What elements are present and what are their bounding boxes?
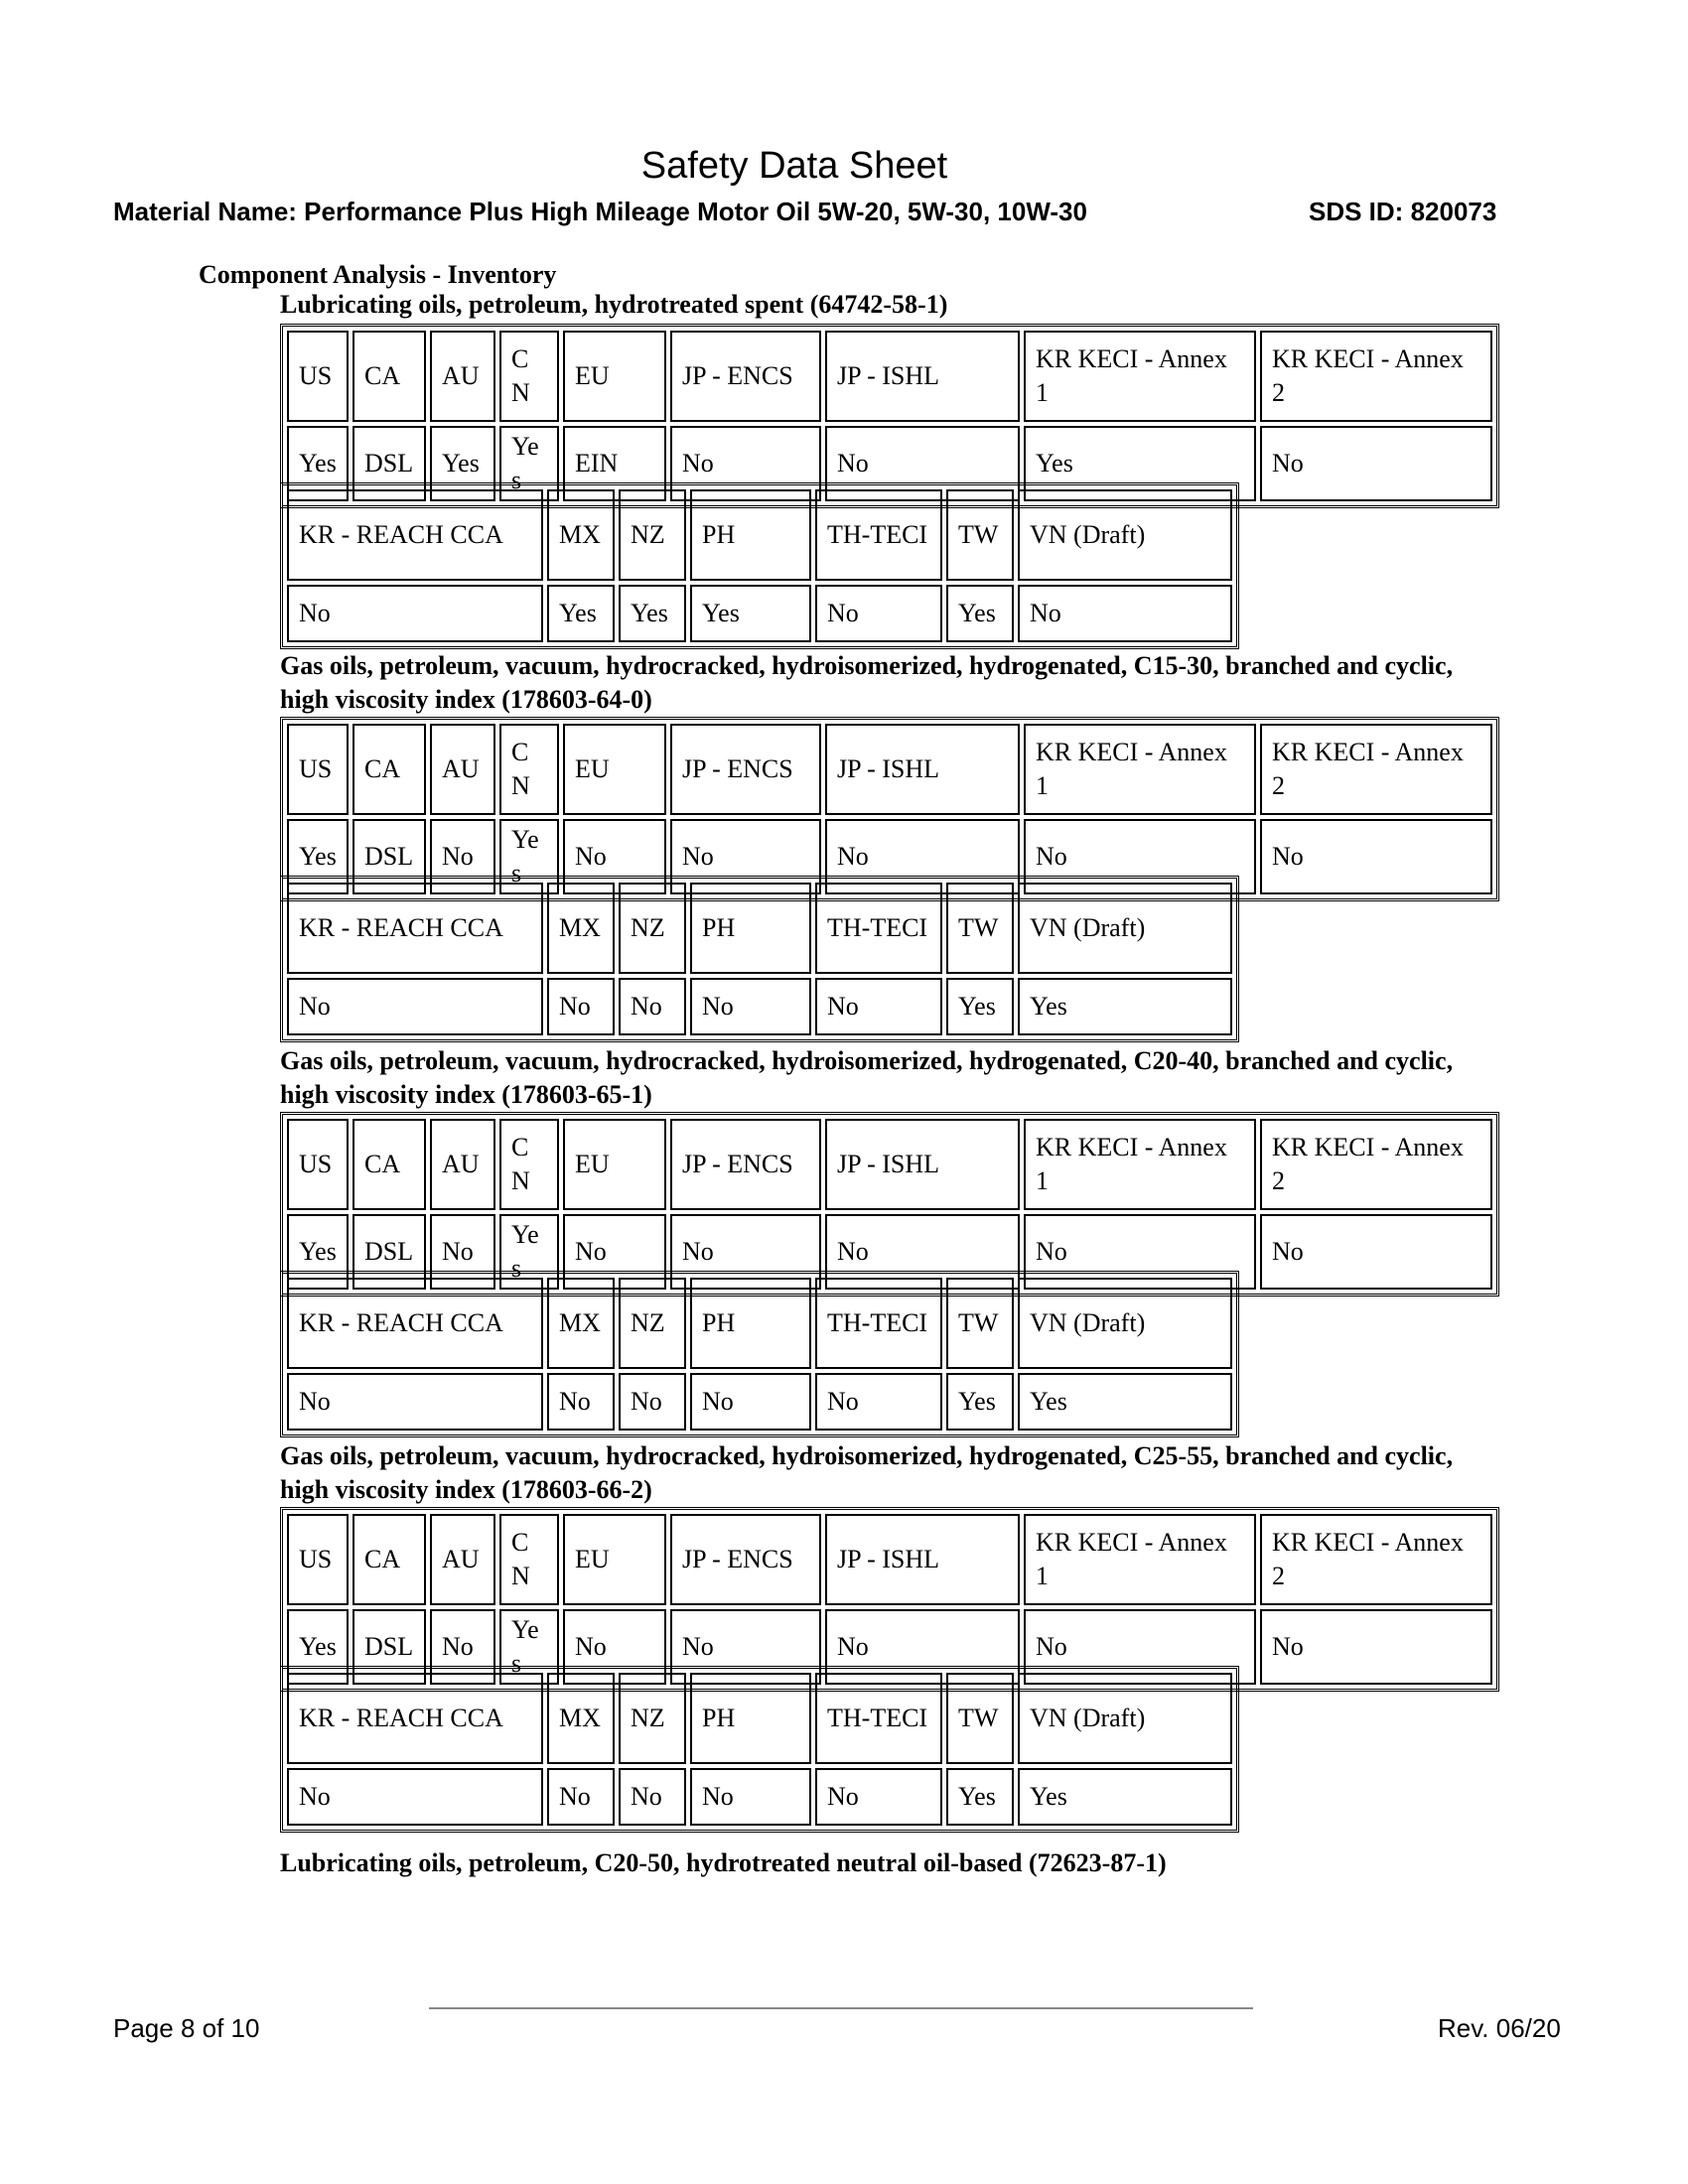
inventory-status: No <box>815 978 942 1035</box>
jurisdiction-header: KR KECI - Annex 2 <box>1260 331 1492 422</box>
table-header-row <box>287 331 1492 422</box>
jurisdiction-header: TW <box>946 1278 1014 1369</box>
jurisdiction-header: JP - ISHL <box>825 331 1020 422</box>
inventory-status: No <box>825 426 1020 501</box>
table-header-row <box>287 1673 1232 1764</box>
inventory-status: No <box>1260 819 1492 894</box>
jurisdiction-header: JP - ISHL <box>825 1119 1020 1210</box>
jurisdiction-header: CN <box>499 331 559 422</box>
jurisdiction-header: JP - ISHL <box>825 1514 1020 1605</box>
inventory-primary-table <box>280 1507 1499 1692</box>
jurisdiction-header: KR KECI - Annex 1 <box>1024 1514 1256 1605</box>
jurisdiction-header: US <box>287 331 349 422</box>
inventory-primary-table <box>280 1112 1499 1297</box>
jurisdiction-header: MX <box>547 883 615 974</box>
inventory-status: Yes <box>946 1373 1014 1431</box>
component-name: Gas oils, petroleum, vacuum, hydrocracked, hydroisomerized, hydrogenated, C15-30, branched and cyclic, high viscosity index (178603-64-0) <box>280 651 1454 714</box>
footer-divider <box>429 2007 1253 2009</box>
jurisdiction-header: CN <box>499 1514 559 1605</box>
jurisdiction-header: EU <box>563 724 666 815</box>
jurisdiction-header: KR - REACH CCA <box>287 489 543 581</box>
document-title: Safety Data Sheet <box>640 145 948 187</box>
inventory-status: No <box>430 1214 495 1290</box>
inventory-status: Yes <box>499 1609 559 1685</box>
inventory-status: Yes <box>619 585 686 642</box>
inventory-status: Yes <box>547 585 615 642</box>
jurisdiction-header: JP - ISHL <box>825 724 1020 815</box>
component-name: Gas oils, petroleum, vacuum, hydrocracked, hydroisomerized, hydrogenated, C20-40, branched and cyclic, high viscosity index (178603-65-1) <box>280 1046 1454 1109</box>
inventory-status: DSL <box>352 819 426 894</box>
inventory-status: No <box>825 1214 1020 1290</box>
jurisdiction-header: EU <box>563 1119 666 1210</box>
component-name: Lubricating oils, petroleum, hydrotreated spent (64742-58-1) <box>280 290 948 319</box>
inventory-secondary-table <box>280 876 1239 1042</box>
jurisdiction-header: CA <box>352 1514 426 1605</box>
inventory-status: Yes <box>946 1768 1014 1826</box>
inventory-status: No <box>670 1214 821 1290</box>
inventory-status: DSL <box>352 1609 426 1685</box>
inventory-status: No <box>1260 1214 1492 1290</box>
material-name: Material Name: Performance Plus High Mileage Motor Oil 5W-20, 5W-30, 10W-30 <box>113 197 1087 226</box>
inventory-primary-table <box>280 717 1499 901</box>
inventory-status: No <box>1024 1214 1256 1290</box>
jurisdiction-header: JP - ENCS <box>670 1514 821 1605</box>
jurisdiction-header: VN (Draft) <box>1018 1673 1232 1764</box>
inventory-status: Yes <box>1018 978 1232 1035</box>
component-name-trailing: Lubricating oils, petroleum, C20-50, hydrotreated neutral oil-based (72623-87-1) <box>280 1848 1167 1877</box>
jurisdiction-header: AU <box>430 331 495 422</box>
inventory-status: No <box>825 1609 1020 1685</box>
table-row <box>287 1373 1232 1431</box>
inventory-status: Yes <box>499 426 559 501</box>
jurisdiction-header: PH <box>690 489 811 581</box>
inventory-status: No <box>690 1373 811 1431</box>
jurisdiction-header: KR - REACH CCA <box>287 1673 543 1764</box>
inventory-status: No <box>547 1768 615 1826</box>
jurisdiction-header: KR KECI - Annex 1 <box>1024 724 1256 815</box>
jurisdiction-header: NZ <box>619 883 686 974</box>
inventory-status: Yes <box>946 585 1014 642</box>
inventory-status: No <box>815 585 942 642</box>
inventory-status: No <box>1260 426 1492 501</box>
jurisdiction-header: MX <box>547 1278 615 1369</box>
inventory-status: No <box>670 426 821 501</box>
jurisdiction-header: AU <box>430 724 495 815</box>
jurisdiction-header: JP - ENCS <box>670 331 821 422</box>
sds-id: SDS ID: 820073 <box>1309 197 1497 226</box>
inventory-status: Yes <box>1018 1768 1232 1826</box>
inventory-status: Yes <box>1024 426 1256 501</box>
inventory-status: Yes <box>690 585 811 642</box>
jurisdiction-header: CN <box>499 1119 559 1210</box>
jurisdiction-header: KR KECI - Annex 2 <box>1260 1514 1492 1605</box>
inventory-status: No <box>670 1609 821 1685</box>
page-number: Page 8 of 10 <box>113 2013 260 2043</box>
inventory-status: No <box>287 585 543 642</box>
inventory-status: No <box>815 1768 942 1826</box>
inventory-status: No <box>690 978 811 1035</box>
inventory-secondary-table <box>280 1271 1239 1437</box>
jurisdiction-header: PH <box>690 1673 811 1764</box>
inventory-secondary-table <box>280 1666 1239 1833</box>
inventory-status: No <box>287 978 543 1035</box>
inventory-status: No <box>287 1373 543 1431</box>
jurisdiction-header: PH <box>690 1278 811 1369</box>
inventory-status: No <box>430 1609 495 1685</box>
inventory-status: No <box>1024 819 1256 894</box>
table-row <box>287 1768 1232 1826</box>
table-row <box>287 585 1232 642</box>
table-header-row <box>287 883 1232 974</box>
jurisdiction-header: US <box>287 1119 349 1210</box>
inventory-status: DSL <box>352 1214 426 1290</box>
inventory-status: Yes <box>499 1214 559 1290</box>
inventory-status: Yes <box>1018 1373 1232 1431</box>
inventory-status: Yes <box>287 426 349 501</box>
jurisdiction-header: VN (Draft) <box>1018 489 1232 581</box>
inventory-status: No <box>547 978 615 1035</box>
inventory-status: DSL <box>352 426 426 501</box>
jurisdiction-header: KR KECI - Annex 1 <box>1024 331 1256 422</box>
table-header-row <box>287 1514 1492 1605</box>
inventory-status: No <box>619 978 686 1035</box>
inventory-status: Yes <box>499 819 559 894</box>
inventory-status: No <box>563 1609 666 1685</box>
jurisdiction-header: NZ <box>619 489 686 581</box>
inventory-status: No <box>619 1768 686 1826</box>
jurisdiction-header: CA <box>352 724 426 815</box>
jurisdiction-header: TW <box>946 1673 1014 1764</box>
table-header-row <box>287 724 1492 815</box>
jurisdiction-header: VN (Draft) <box>1018 883 1232 974</box>
inventory-status: No <box>690 1768 811 1826</box>
jurisdiction-header: KR KECI - Annex 1 <box>1024 1119 1256 1210</box>
jurisdiction-header: US <box>287 724 349 815</box>
inventory-status: Yes <box>430 426 495 501</box>
component-name: Gas oils, petroleum, vacuum, hydrocracked, hydroisomerized, hydrogenated, C25-55, branched and cyclic, high viscosity index (178603-66-2) <box>280 1441 1454 1504</box>
jurisdiction-header: EU <box>563 331 666 422</box>
section-heading: Component Analysis - Inventory <box>199 260 557 289</box>
inventory-primary-table <box>280 324 1499 508</box>
jurisdiction-header: KR - REACH CCA <box>287 883 543 974</box>
table-row <box>287 978 1232 1035</box>
inventory-status: Yes <box>946 978 1014 1035</box>
inventory-status: Yes <box>287 1214 349 1290</box>
inventory-status: No <box>563 819 666 894</box>
jurisdiction-header: CN <box>499 724 559 815</box>
jurisdiction-header: JP - ENCS <box>670 1119 821 1210</box>
jurisdiction-header: EU <box>563 1514 666 1605</box>
jurisdiction-header: JP - ENCS <box>670 724 821 815</box>
jurisdiction-header: KR KECI - Annex 2 <box>1260 724 1492 815</box>
inventory-status: No <box>825 819 1020 894</box>
inventory-status: No <box>815 1373 942 1431</box>
inventory-status: No <box>1018 585 1232 642</box>
jurisdiction-header: TW <box>946 489 1014 581</box>
jurisdiction-header: TH-TECI <box>815 1673 942 1764</box>
jurisdiction-header: AU <box>430 1119 495 1210</box>
jurisdiction-header: CA <box>352 1119 426 1210</box>
inventory-secondary-table <box>280 482 1239 649</box>
jurisdiction-header: NZ <box>619 1673 686 1764</box>
jurisdiction-header: VN (Draft) <box>1018 1278 1232 1369</box>
jurisdiction-header: KR - REACH CCA <box>287 1278 543 1369</box>
inventory-status: No <box>287 1768 543 1826</box>
table-header-row <box>287 1119 1492 1210</box>
jurisdiction-header: AU <box>430 1514 495 1605</box>
jurisdiction-header: KR KECI - Annex 2 <box>1260 1119 1492 1210</box>
jurisdiction-header: NZ <box>619 1278 686 1369</box>
jurisdiction-header: PH <box>690 883 811 974</box>
inventory-status: Yes <box>287 819 349 894</box>
inventory-status: No <box>547 1373 615 1431</box>
jurisdiction-header: TH-TECI <box>815 489 942 581</box>
inventory-status: No <box>1024 1609 1256 1685</box>
jurisdiction-header: MX <box>547 1673 615 1764</box>
inventory-status: No <box>619 1373 686 1431</box>
jurisdiction-header: MX <box>547 489 615 581</box>
table-header-row <box>287 489 1232 581</box>
revision: Rev. 06/20 <box>1438 2013 1561 2043</box>
jurisdiction-header: US <box>287 1514 349 1605</box>
jurisdiction-header: TH-TECI <box>815 1278 942 1369</box>
inventory-status: No <box>430 819 495 894</box>
table-header-row <box>287 1278 1232 1369</box>
jurisdiction-header: TH-TECI <box>815 883 942 974</box>
jurisdiction-header: TW <box>946 883 1014 974</box>
jurisdiction-header: CA <box>352 331 426 422</box>
inventory-status: No <box>670 819 821 894</box>
inventory-status: EIN <box>563 426 666 501</box>
inventory-status: Yes <box>287 1609 349 1685</box>
inventory-status: No <box>563 1214 666 1290</box>
inventory-status: No <box>1260 1609 1492 1685</box>
